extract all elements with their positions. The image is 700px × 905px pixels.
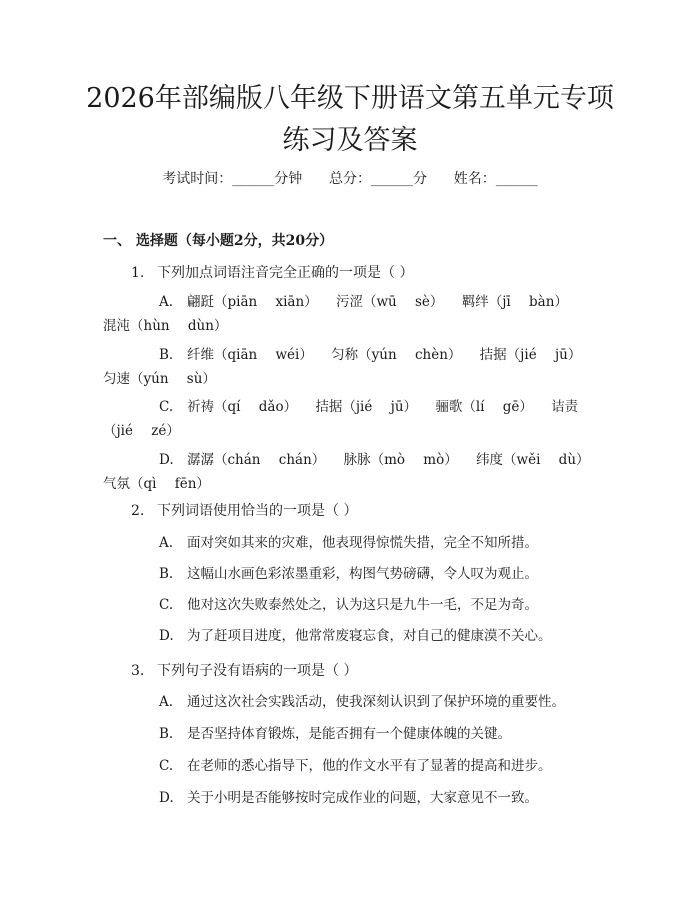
question-stem: 下列句子没有语病的一项是（ ） (157, 663, 358, 679)
option-3a (103, 690, 593, 714)
option-2d (103, 624, 593, 648)
option-3d (103, 786, 593, 810)
question-2 (131, 500, 357, 520)
option-1d (103, 448, 593, 496)
option-label: C. (159, 399, 174, 415)
option-label: A. (159, 294, 174, 310)
option-text: 祈祷（qí dǎo） 拮据（jié jū） 骊歌（lí gē） 诘责（jié zé） (103, 399, 579, 439)
option-3c (103, 754, 593, 778)
option-3b (103, 722, 593, 746)
option-text: 面对突如其来的灾难，他表现得惊慌失措，完全不知所措。 (187, 535, 538, 551)
option-1a (103, 290, 593, 338)
option-2b (103, 562, 593, 586)
question-number: 3. (131, 663, 145, 679)
option-1c (103, 395, 593, 443)
option-text: 关于小明是否能够按时完成作业的问题，大家意见不一致。 (187, 790, 538, 806)
question-number: 1. (131, 265, 145, 281)
option-label: A. (159, 535, 174, 551)
option-text: 为了赶项目进度，他常常废寝忘食，对自己的健康漠不关心。 (187, 628, 552, 644)
option-text: 这幅山水画色彩浓墨重彩，构图气势磅礴，令人叹为观止。 (187, 566, 538, 582)
option-label: D. (159, 790, 174, 806)
document-title (70, 78, 630, 162)
section-heading: 一、 选择题（每小题2分，共20分） (103, 233, 334, 249)
option-1b (103, 343, 593, 391)
option-label: D. (159, 452, 174, 468)
title-line-1: 2026年部编版八年级下册语文第五单元专项 (86, 83, 614, 114)
option-label: B. (159, 566, 174, 582)
option-label: C. (159, 758, 174, 774)
option-text: 是否坚持体育锻炼，是能否拥有一个健康体魄的关键。 (187, 726, 511, 742)
question-number: 2. (131, 503, 145, 519)
option-2a (103, 531, 593, 555)
option-2c (103, 593, 593, 617)
title-line-2: 练习及答案 (282, 125, 418, 156)
option-label: C. (159, 597, 174, 613)
option-text: 纤维（qiān wéi） 匀称（yún chèn） 拮据（jié jū） 匀速（yún sù） (103, 347, 582, 387)
option-text: 在老师的悉心指导下，他的作文水平有了显著的提高和进步。 (187, 758, 552, 774)
question-3 (131, 660, 357, 680)
option-label: D. (159, 628, 174, 644)
option-label: B. (159, 347, 174, 363)
question-stem: 下列加点词语注音完全正确的一项是（ ） (157, 265, 414, 281)
option-text: 他对这次失败泰然处之，认为这只是九牛一毛，不足为奇。 (187, 597, 538, 613)
exam-info: 考试时间：______分钟 总分：______分 姓名：______ (162, 171, 538, 187)
option-text: 潺潺（chán chán） 脉脉（mò mò） 纬度（wěi dù） 气氛（qì fēn） (103, 452, 590, 492)
question-stem: 下列词语使用恰当的一项是（ ） (157, 503, 358, 519)
option-text: 翩跹（piān xiān） 污涩（wū sè） 羁绊（jī bàn） 混沌（hùn dùn） (103, 294, 568, 334)
option-label: A. (159, 694, 174, 710)
option-label: B. (159, 726, 174, 742)
question-1 (131, 262, 413, 282)
option-text: 通过这次社会实践活动，使我深刻认识到了保护环境的重要性。 (187, 694, 565, 710)
